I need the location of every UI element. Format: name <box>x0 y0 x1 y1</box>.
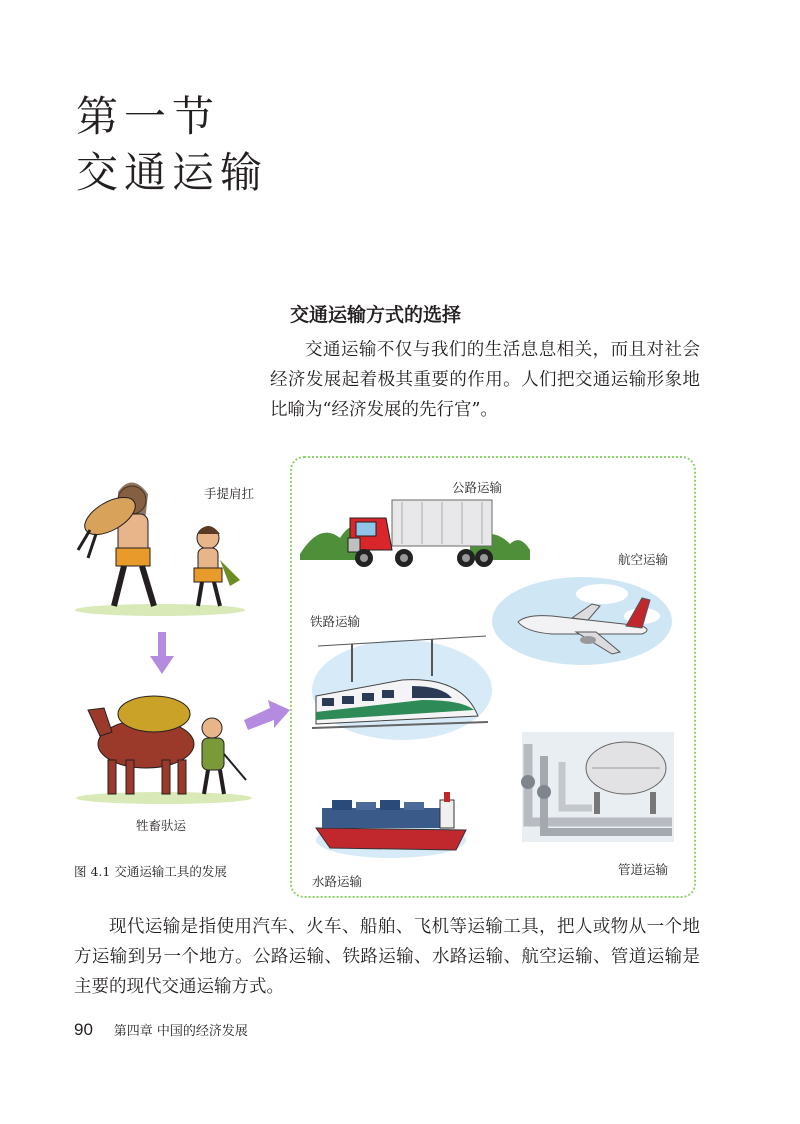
page-number: 90 <box>74 1020 93 1039</box>
page-footer <box>74 1020 248 1040</box>
figure-caption: 图 4.1 交通运输工具的发展 <box>74 864 227 879</box>
pipeline-illustration <box>522 732 674 842</box>
train-illustration <box>312 630 492 740</box>
label-animal: 牲畜驮运 <box>136 818 187 833</box>
label-water: 水路运输 <box>312 874 363 889</box>
label-road: 公路运输 <box>452 480 503 495</box>
intro-paragraph: 交通运输不仅与我们的生活息息相关，而且对社会经济发展起着极其重要的作用。人们把交通运输形象地比喻为“经济发展的先行官”。 <box>270 340 700 420</box>
chapter-title: 第四章 中国的经济发展 <box>113 1024 248 1039</box>
page-title-line1: 第一节 <box>76 92 221 141</box>
label-air: 航空运输 <box>618 552 669 567</box>
arrow-right-icon <box>244 700 290 730</box>
body-paragraph: 现代运输是指使用汽车、火车、船舶、飞机等运输工具，把人或物从一个地方运输到另一个地方。公路运输、铁路运输、水路运输、航空运输、管道运输是主要的现代交通运输方式。 <box>74 917 700 997</box>
truck-illustration <box>300 494 530 572</box>
label-pipeline: 管道运输 <box>618 862 669 877</box>
arrow-down-icon <box>150 632 174 674</box>
label-carry: 手提肩扛 <box>204 486 255 501</box>
label-rail: 铁路运输 <box>310 614 361 629</box>
ship-illustration <box>316 788 466 858</box>
airplane-illustration <box>492 576 672 666</box>
section-heading: 交通运输方式的选择 <box>290 304 462 326</box>
animal-illustration <box>74 684 254 806</box>
page-title-line2: 交通运输 <box>76 148 269 197</box>
carry-illustration <box>70 470 250 620</box>
